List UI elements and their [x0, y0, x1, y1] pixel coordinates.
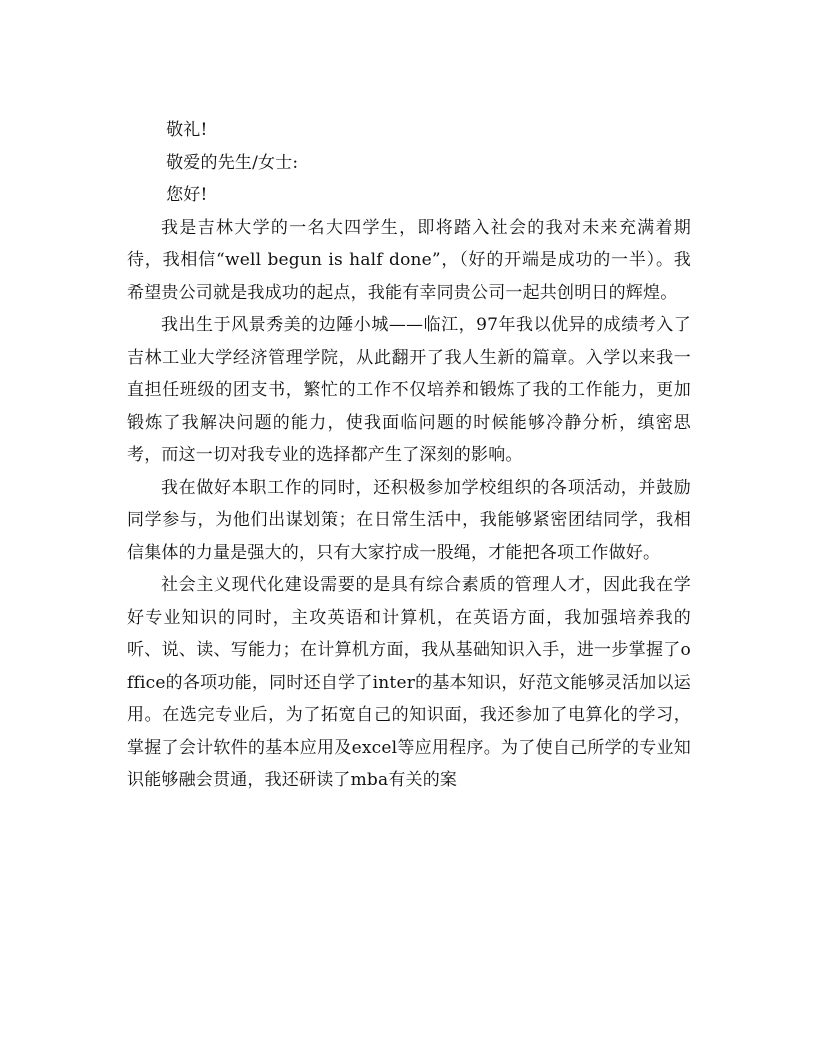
closing-line: 敬礼!: [166, 120, 208, 140]
salutation-line: 敬爱的先生/女士:: [166, 152, 299, 173]
paragraph-activities: 我在做好本职工作的同时，还积极参加学校组织的各项活动，并鼓励同学参与，为他们出谋划策；在日常生活中，我能够紧密团结同学，我相信集体的力量是强大的，只有大家拧成一股绳，才能把各项工作做好。: [127, 477, 691, 563]
paragraph-skills: 社会主义现代化建设需要的是具有综合素质的管理人才，因此我在学好专业知识的同时，主攻英语和计算机，在英语方面，我加强培养我的听、说、读、写能力；在计算机方面，我从基础知识入手，进一步掌握了office的各项功能，同时还自学了inter的基本知识，好范文能够灵活加以运用。在选完专业后，为了拓宽自己的知识面，我还参加了电算化的学习，掌握了会计软件的基本应用及excel等应用程序。为了使自己所学的专业知识能够融会贯通，我还研读了mba有关的案: [127, 575, 691, 790]
paragraph-background: 我出生于风景秀美的边陲小城——临江，97年我以优异的成绩考入了吉林工业大学经济管理学院，从此翻开了我人生新的篇章。入学以来我一直担任班级的团支书，繁忙的工作不仅培养和锻炼了我的工作能力，更加锻炼了我解决问题的能力，使我面临问题的时候能够冷静分析，缜密思考，而这一切对我专业的选择都产生了深刻的影响。: [127, 315, 691, 465]
paragraph-introduction: 我是吉林大学的一名大四学生，即将踏入社会的我对未来充满着期待，我相信“well begun is half done”，（好的开端是成功的一半）。我希望贵公司就是我成功的起点，我能有幸同贵公司一起共创明日的辉煌。: [127, 217, 691, 303]
greeting-line: 您好!: [166, 185, 208, 205]
letter-body: [127, 114, 691, 797]
